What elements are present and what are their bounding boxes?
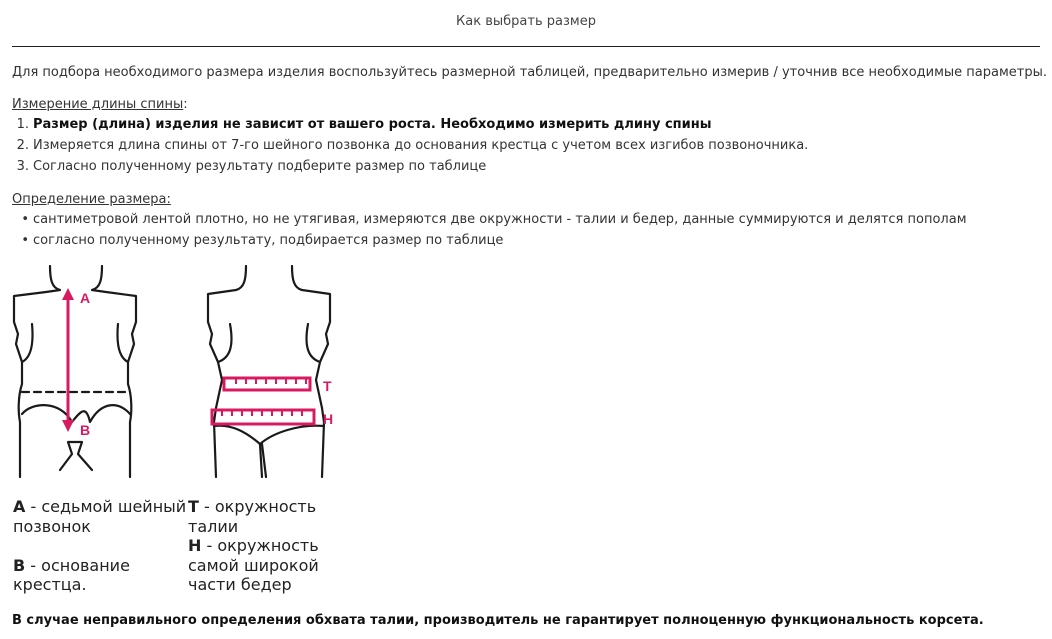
list-item-text: Размер (длина) изделия не зависит от вашего роста. Необходимо измерить длину спины — [33, 117, 712, 132]
list-item — [12, 156, 808, 177]
legend-h-key: H — [188, 536, 202, 555]
size-definition-heading — [12, 192, 171, 207]
legend-t-line2: талии — [188, 516, 239, 536]
list-item-text: Согласно полученному результату подберите размер по таблице — [33, 159, 487, 174]
page-title: Как выбрать размер — [456, 14, 596, 29]
back-length-list — [12, 114, 808, 177]
list-item — [12, 114, 808, 135]
list-item — [12, 230, 967, 251]
title-divider — [12, 46, 1040, 47]
legend-h-line3: части бедер — [188, 575, 292, 594]
legend-t-text-1: - окружность — [198, 497, 317, 516]
waist-tape — [224, 378, 310, 390]
legend-t — [188, 497, 319, 517]
intro-text: Для подбора необходимого размера изделия воспользуйтесь размерной таблицей, предварительно измерив / уточнив все необходимые параметры. — [12, 65, 1048, 80]
figure-label-b: B — [80, 422, 91, 438]
legend-left — [13, 497, 186, 595]
legend-b-key: B — [13, 555, 26, 575]
legend-a — [13, 497, 186, 517]
list-item — [12, 135, 808, 156]
legend-b-text-1: - основание — [25, 555, 130, 575]
legend-h — [188, 536, 319, 556]
list-marker: 2. — [16, 138, 29, 153]
figure-label-a: A — [80, 290, 91, 306]
back-torso-outline — [14, 266, 136, 477]
legend-b — [13, 556, 186, 576]
list-item-text: сантиметровой лентой плотно, но не утягивая, измеряются две окружности - талии и бедер, данные суммируются и делятся пополам — [33, 212, 967, 227]
footer-warning: В случае неправильного определения обхвата талии, производитель не гарантирует полноценную функциональность корсета. — [12, 613, 984, 628]
hip-tape — [212, 410, 314, 424]
list-item-text: Измеряется длина спины от 7-го шейного позвонка до основания крестца с учетом всех изгибов позвоночника. — [33, 138, 809, 153]
back-length-heading-text: Измерение длины спины — [12, 97, 184, 112]
legend-a-text-1: - седьмой шейный — [25, 497, 187, 516]
figure-label-t: T — [323, 378, 332, 394]
legend-h-text-1: - окружность — [201, 536, 319, 555]
list-item — [12, 209, 967, 230]
list-marker: 3. — [16, 159, 29, 174]
legend-h-line2: самой широкой — [188, 555, 319, 575]
legend-right — [188, 497, 319, 595]
measurement-figure — [10, 262, 340, 482]
bullet-marker: • — [21, 212, 29, 227]
front-torso-outline — [208, 266, 330, 477]
legend-t-key: T — [188, 497, 199, 516]
back-length-heading — [12, 97, 188, 112]
list-marker: 1. — [16, 117, 29, 132]
legend-a-line2: позвонок — [13, 516, 91, 536]
size-definition-list — [12, 209, 967, 251]
list-item-text: согласно полученному результату, подбирается размер по таблице — [33, 233, 504, 248]
back-length-arrow — [62, 288, 74, 432]
legend-b-line2: крестца. — [13, 575, 87, 594]
bullet-marker: • — [21, 233, 29, 248]
size-definition-heading-text: Определение размера: — [12, 192, 171, 207]
legend-a-key: A — [13, 497, 26, 516]
figure-label-h: H — [323, 411, 334, 427]
back-length-heading-suffix: : — [183, 97, 188, 112]
